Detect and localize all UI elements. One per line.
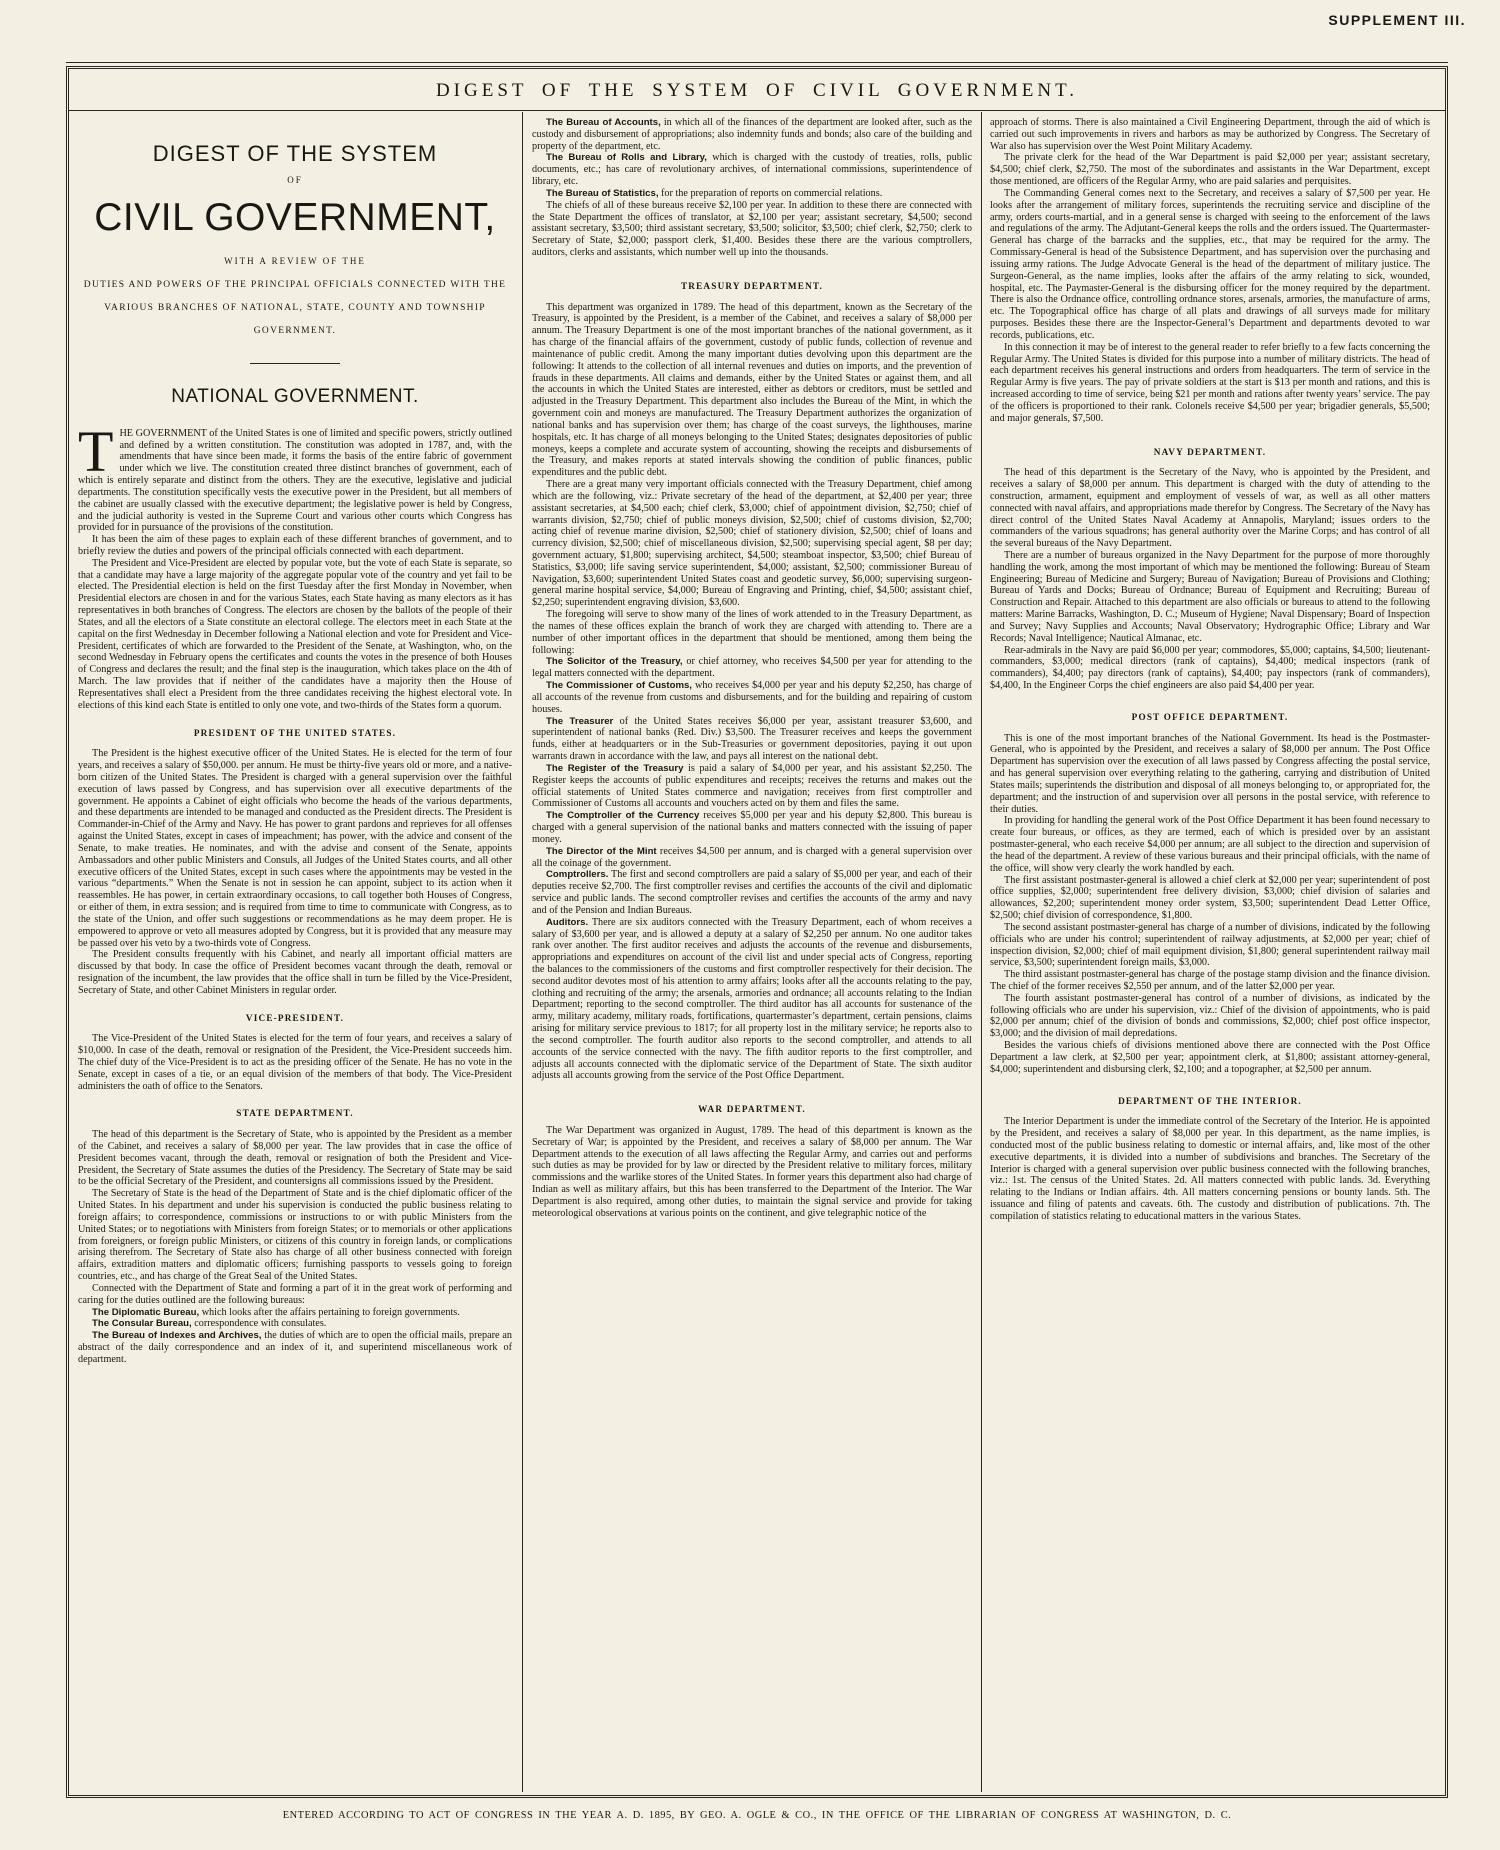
page-banner: DIGEST OF THE SYSTEM OF CIVIL GOVERNMENT. [435,80,1079,101]
column-divider-1 [522,112,523,1792]
title-line-2: OF [287,174,303,185]
paragraph: approach of storms. There is also maintained a Civil Engineering Department, through the aid of which is carried out such improvements in rivers and harbors as may be authorized by Congress. The Secretary of War also has supervision over the West Point Military Academy. [990,117,1430,152]
paragraph: Auditors. There are six auditors connected with the Treasury Department, each of whom receives a salary of $3,600 per year, and is allowed a deputy at a salary of $2,250 per annum. No one auditor takes rank over another. The first auditor receives and adjusts the accounts of the revenue and disbursements, appropriations and expenditures on account of the civil list and under special acts of Congress, reporting the balances to the commissioners of the customs and first comptroller respectively for their decision. The second auditor devotes most of his attention to army affairs; looks after all the accounts relating to the pay, clothing and recruiting of the army; the arsenals, armories and ordnance; all accounts relating to the Indian Department; reporting to the second comptroller. The third auditor has all accounts for sustenance of the army, military academy, military roads, fortifications, quartermaster’s department, certain pensions, claims arising for military service previous to 1817; for all property lost in the military service; he reports also to the second comptroller. The fourth auditor also reports to the second comptroller, and attends to all accounts of the service connected with the navy. The fifth auditor reports to the first comptroller, and adjusts all accounts connected with the diplomatic service of the Department of State. The sixth auditor adjusts all accounts growing from the service of the Post Office Department. [532,916,972,1082]
column-1 [78,117,512,1787]
paragraph: The Consular Bureau, correspondence with consulates. [92,1318,327,1330]
paragraph: The Bureau of Indexes and Archives, the duties of which are to open the official mails, prepare an abstract of the daily correspondence and an index of it, and superintend miscellaneous work of department. [78,1330,512,1365]
section-title-national: NATIONAL GOVERNMENT. [171,385,419,407]
paragraph: The chiefs of all of these bureaus receive $2,100 per year. In addition to these there are connected with the State Department the offices of translator, at $2,100 per year; assistant secretary, $4,500; second assistant secretary, $3,500; third assistant secretary, $3,500; solicitor, $3,500; chief clerk, $2,750; clerk to Secretary of State, $2,000; passport clerk, $1,400. Besides these there are the various comptrollers, auditors, clerks and assistants, which number well up into the thousands. [532,199,972,259]
paragraph: The Treasurer of the United States receives $6,000 per year, assistant treasurer $3,600, and superintendent of national banks (Red. Div.) $3,500. The Treasurer receives and keeps the government funds, either at headquarters or in the Sub-Treasuries or government depositories, paying it out upon warrants drawn in accordance with the law, and pays all interest on the national debt. [532,715,972,763]
column-2 [532,117,972,1787]
paragraph: The second assistant postmaster-general has charge of a number of divisions, indicated by the following officials who are under his control; superintendent of railway adjustments, at $2,000 per year; chief of inspection division, $2,000; chief of mail equipment division, $1,800; general superintendent railway mail service, $3,500; superintendent foreign mails, $3,000. [990,921,1430,969]
paragraph: In providing for handling the general work of the Post Office Department it has been found necessary to create four bureaus, or offices, as they are termed, each of which is presided over by an assistant postmaster-general, who each receive $4,000 per annum; are all subject to the direction and supervision of the head of the department. A review of these various bureaus and their principal officials, with the name of the office, will show very clearly the work handled by each. [990,815,1430,874]
paragraph: In this connection it may be of interest to the general reader to refer briefly to a few facts concerning the Regular Army. The United States is divided for this purpose into a number of military districts. The head of each department receives his general instructions and orders from headquarters. The term of service in the Regular Army is five years. The pay of private soldiers at the start is $13 per month and rations, and this is increased according to time of service, being $21 per month and rations after twenty years’ service. The pay of the officers is proportioned to their rank. Colonels receive $4,500 per year; brigadier generals, $5,500; and major generals, $7,500. [990,341,1430,424]
paragraph: The third assistant postmaster-general has charge of the postage stamp division and the finance division. The chief of the former receives $2,550 per annum, and of the latter $2,000 per year. [990,969,1430,992]
paragraph: The Bureau of Accounts, in which all of the finances of the department are looked after, such as the custody and disbursement of appropriations; also indemnity funds and bonds; also care of the building and property of the department, etc. [532,117,972,152]
paragraph: The Diplomatic Bureau, which looks after the affairs pertaining to foreign governments. [92,1306,460,1318]
heading-president: PRESIDENT OF THE UNITED STATES. [193,727,397,738]
paragraph: This is one of the most important branches of the National Government. Its head is the Postmaster-General, who is appointed by the President, and receives a salary of $8,000 per annum. The Post Office Department has supervision over the execution of all laws passed by Congress affecting the postal service, and has general supervision over everything relating to the gathering, carrying and distribution of United States mails; superintends the distribution and disposal of all moneys belonging to, or appropriated for, the department; and the instruction of and supervision over all persons in the postal service, with reference to their duties. [990,732,1430,815]
paragraph: The President is the highest executive officer of the United States. He is elected for the term of four years, and receives a salary of $50,000. per annum. He must be thirty-five years old or more, and a native-born citizen of the United States. The President is charged with a general supervision over the faithful execution of laws passed by Congress, and has supervision over all executive departments of the government. He appoints a Cabinet of eight officials who become the heads of the various departments, and these departments are intended to be managed and conducted as the President directs. The President is Commander-in-Chief of the Army and Navy. He has power to grant pardons and reprieves for all offenses against the United States, except in cases of impeachment; has power, with the advice and consent of the Senate, to make treaties. He nominates, and with the advise and consent of the Senate, appoints Ambassadors and other public Ministers and Consuls, all Judges of the United States courts, and all other executive officers of the United States, except in such cases where the appointments may be vested in the various “departments.” When the Senate is not in session he can appoint, subject to its action when it reassembles. He has power, in certain extraordinary occasions, to call together both Houses of Congress, or either of them, in extra session; and is required from time to time to communicate with Congress, as to the state of the Union, and offer such suggestions or recommendations as he may deem proper. He is empowered to approve or veto all measures adopted by Congress, but it is provided that any measure may be passed over his veto by a two-thirds vote of Congress. [78,748,512,949]
paragraph: The Bureau of Statistics, for the preparation of reports on commercial relations. [546,187,883,199]
paragraph: Connected with the Department of State and forming a part of it in the great work of performing and caring for the duties outlined are the following bureaus: [78,1282,512,1306]
heading-war: WAR DEPARTMENT. [698,1104,806,1115]
heading-navy: NAVY DEPARTMENT. [1153,446,1267,457]
column-3 [990,117,1430,1787]
paragraph: The Interior Department is under the immediate control of the Secretary of the Interior. He is appointed by the President, and receives a salary of $8,000 per year. In this department, as the name implies, is conducted most of the public business relating to domestic or internal affairs, and, like most of the other executive departments, it is divided into a number of subdivisions and branches. The Secretary of the Interior is charged with a general supervision over public business connected with the following branches, viz.: 1st. The census of the United States. 2d. All matters connected with public lands. 3d. Everything relating to the Indians or Indian affairs. 4th. All matters concerning pensions or bounty lands. 5th. The issuance and filing of patents and caveats. 6th. The custody and distribution of publications. 7th. The compilation of statistics relating to educational matters in the various States. [990,1116,1430,1222]
paragraph: The Secretary of State is the head of the Department of State and is the chief diplomatic officer of the United States. In his department and under his supervision is conducted the public business relating to foreign affairs; to correspondence, commissions or instructions to or with public Ministers from the United States; or to negotiations with Ministers from foreign States; or to memorials or other applications from foreigners, or foreign public Ministers, or citizens of this country in foreign lands, or complications arising therefrom. The Secretary of State also has charge of all other business connected with foreign affairs, extradition matters and diplomatic officers; furnishing passports to vessels going to foreign countries, etc., and has charge of the Great Seal of the United States. [78,1188,512,1283]
paragraph: Rear-admirals in the Navy are paid $6,000 per year; commodores, $5,000; captains, $4,500; lieutenant-commanders, $3,000; medical directors (rank of captains), $4,400; medical inspectors (rank of commanders), $4,400; pay directors (rank of captains), $4,400; pay inspectors (rank of commanders), $4,400, In the Engineer Corps the chief engineers are also paid $4,400 per year. [990,644,1430,692]
heading-treasury: TREASURY DEPARTMENT. [680,280,824,291]
paragraph: THE GOVERNMENT of the United States is one of limited and specific powers, strictly outlined and defined by a written constitution. The constitution was adopted in 1787, and, with the amendments that have since been made, it forms the basis of the entire fabric of government under which we live. The constitution created three distinct branches of government, each of which is entirely separate and distinct from the others. They are the executive, legislative and judicial departments. The constitution specifically vests the executive power in the President, but all members of the cabinet are usually classed with the executive department; the legislative power is held by Congress, and the judicial authority is vested in the Supreme Court and various other courts which Congress has provided for in pursuance of the provisions of the constitution. [78,418,512,534]
paragraph: The Comptroller of the Currency receives $5,000 per year and his deputy $2,800. This bureau is charged with a general supervision of the national banks and matters connected with the issuing of paper money. [532,810,972,845]
heading-post-office: POST OFFICE DEPARTMENT. [1131,711,1289,722]
column-divider-2 [981,112,982,1792]
supplement-label: SUPPLEMENT III. [1328,12,1466,28]
top-rule [66,62,1448,63]
paragraph: The President consults frequently with his Cabinet, and nearly all important official matters are discussed by that body. In case the office of President becomes vacant through the death, removal or resignation of the incumbent, the law provides that the office shall in turn be filled by the Vice-President, Secretary of State, and other Cabinet Ministers in regular order. [78,949,512,996]
heading-interior: DEPARTMENT OF THE INTERIOR. [1118,1095,1302,1106]
paragraph: The head of this department is the Secretary of State, who is appointed by the President as a member of the Cabinet, and receives a salary of $8,000 per year. The law provides that in case the office of President becomes vacant, through the death, removal or resignation of both the President and Vice-President, the Secretary of State assumes the duties of the Presidency. The Secretary of State may be said to be the official Secretary of the President, and countersigns all commissions issued by the President. [78,1129,512,1188]
paragraph: The Director of the Mint receives $4,500 per annum, and is charged with a general supervision over all the coinage of the government. [532,845,972,869]
paragraph: The foregoing will serve to show many of the lines of work attended to in the Treasury Department, as the names of these offices explain the branch of work they are charged with attending to. There are a number of other important offices in the department that should be mentioned, among them being the following: [532,609,972,656]
copyright-footer: ENTERED ACCORDING TO ACT OF CONGRESS IN THE YEAR A. D. 1895, BY GEO. A. OGLE & CO., IN THE OFFICE OF THE LIBRARIAN OF CONGRESS AT WASHINGTON, D. C. [282,1810,1232,1821]
paragraph: Besides the various chiefs of divisions mentioned above there are connected with the Post Office Department a law clerk, at $2,500 per year; appointment clerk, at $1,800; assistant attorney-general, $4,000; superintendent and disbursing clerk, $2,100; and a topographer, at $2,500 per annum. [990,1040,1430,1075]
title-line-4: WITH A REVIEW OF THE [224,255,366,266]
paragraph: The President and Vice-President are elected by popular vote, but the vote of each State is separate, so that a candidate may have a large majority of the aggregate popular vote of the country and yet fail to be elected. The Presidential election is held on the first Tuesday after the first Monday in November, when Presidential electors are chosen in and for the various States, each State having as many electors as it has representatives in both branches of Congress. The electors are chosen by the ballots of the people of their States, and all the electors of a State constitute an electoral college. The electors meet in each State at the capital on the first Wednesday in December following a National election and vote for President and Vice-President, certificates of which are forwarded to the President of the Senate, at Washington, who, on the second Wednesday in February opens the certificates and counts the votes in the presence of both Houses of Congress and declares the result; and the final step is the inauguration, which takes place on the 4th of March. The law provides that if neither of the candidates have a majority then the House of Representatives shall elect a President from the three candidates receiving the highest electoral vote. In elections of this kind each State is entitled to only one vote, and two-thirds of the States form a quorum. [78,557,512,711]
paragraph: The Commanding General comes next to the Secretary, and receives a salary of $7,500 per year. He looks after the arrangement of military forces, superintends the recruiting service and discipline of the army, orders courts-martial, and in a general sense is charged with seeing to the enforcement of the laws and regulations of the army. The Adjutant-General keeps the rolls and the orders issued. The Quartermaster-General has charge of the barracks and the supplies, etc., that may be required for the army. The Commissary-General is head of the Subsistence Department, and has supervision over the purchasing and issuing army rations. The Judge Advocate General is the head of the department of military justice. The Surgeon-General, as the name implies, looks after the affairs of the army relating to sick, wounded, hospital, etc. The Paymaster-General is the disbursing officer for the money required by the department. There is also the Ordnance office, controlling ordnance stores, arsenals, armories, the manufacture of arms, etc. The Topographical office has charge of all plats and drawings of all surveys made for military purposes. Besides these there are the Inspector-General’s Department and departments devoted to war records, publications, etc. [990,187,1430,341]
paragraph: The Vice-President of the United States is elected for the term of four years, and receives a salary of $10,000. In case of the death, removal or resignation of the President, the Vice-President succeeds him. The chief duty of the Vice-President is to act as the presiding officer of the Senate. He has no vote in the Senate, except in cases of a tie, or an equal division of the members of that body. The Vice-President administers the oath of office to the Senators. [78,1033,512,1092]
heading-vice-president: VICE-PRESIDENT. [245,1012,345,1023]
paragraph: The private clerk for the head of the War Department is paid $2,000 per year; assistant secretary, $4,500; chief clerk, $2,750. The most of the subordinates and assistants in the War Department, except those mentioned, are officers of the Regular Army, who are paid salaries and perquisites. [990,152,1430,188]
paragraph: This department was organized in 1789. The head of this department, known as the Secretary of the Treasury, is appointed by the President, is a member of the Cabinet, and receives a salary of $8,000 per annum. The Treasury Department is one of the most important branches of the national government, as it has charge of the financial affairs of the government, custody of public funds, collection of revenue and maintenance of public credit. Among the many important duties devolving upon this department are the following: It attends to the collection of all internal revenues and duties on imports, and the prevention of frauds in these departments. All claims and demands, either by the United States or against them, and all the accounts in which the United States are interested, either as debtors or creditors, must be settled and adjusted in the Treasury Department. This department also includes the Bureau of the Mint, in which the government coin and moneys are manufactured. The Treasury Department authorizes the organization of national banks and has supervision over them; has charge of the coast surveys, the lighthouses, marine hospitals, etc. It has charge of all moneys belonging to the United States; designates depositories of public moneys, keeps a complete and accurate system of accounting, showing the receipts and disbursements of the Treasury, and makes reports at stated intervals showing the condition of public finances, public expenditures and the public debt. [532,301,972,479]
drop-cap: T [78,418,114,484]
paragraph: It has been the aim of these pages to explain each of these different branches of government, and to briefly review the duties and powers of the principal officials connected with each department. [78,534,512,557]
paragraph: The fourth assistant postmaster-general has control of a number of divisions, as indicated by the following officials who are under his supervision, viz.: Chief of the division of appointments, who is paid $2,000 per annum; chief of the division of bonds and commissions, $2,000; chief post office inspector, $3,000; and the division of mail depredations. [990,992,1430,1040]
main-title: CIVIL GOVERNMENT, [94,195,496,239]
banner-rule [69,110,1445,111]
paragraph: The Solicitor of the Treasury, or chief attorney, who receives $4,500 per year for attending to the legal matters connected with the department. [532,656,972,680]
title-line-1: DIGEST OF THE SYSTEM [152,141,438,166]
paragraph: The Commissioner of Customs, who receives $4,000 per year and his deputy $2,250, has charge of all accounts of the revenue from customs and disbursements, and for the building and repairing of custom houses. [532,680,972,715]
paragraph: The War Department was organized in August, 1789. The head of this department is known as the Secretary of War; is appointed by the President, and receives a salary of $8,000 per annum. The War Department attends to the execution of all laws affecting the Regular Army, and carries out and performs such duties as may be provided for by law or directed by the President relative to military forces, military commissions and the warlike stores of the United States. In former years this department also had charge of Indian as well as military affairs, but this has been transferred to the Department of the Interior. The War Department is also required, among other duties, to maintain the signal service and provide for taking meteorological observations at various points on the continent, and give telegraphic notice of the [532,1124,972,1219]
paragraph: Comptrollers. The first and second comptrollers are paid a salary of $5,000 per year, and each of their deputies receive $2,700. The first comptroller revises and certifies the accounts of the civil and diplomatic service and public lands. The second comptroller revises and certifies the accounts of the army and navy and of the Pension and Indian Bureaus. [532,869,972,916]
paragraph: There are a number of bureaus organized in the Navy Department for the purpose of more thoroughly handling the work, among the most important of which may be mentioned the following: Bureau of Steam Engineering; Bureau of Medicine and Surgery; Bureau of Navigation; Bureau of Provisions and Clothing; Bureau of Yards and Docks; Bureau of Ordnance; Bureau of Equipment and Recruiting; Bureau of Construction and Repair. Attached to this department are also officials or bureaus to attend to the following matters: Marine Barracks, Washington, D. C.; Museum of Hygiene; Naval Dispensary; Board of Inspection and Survey; Navy Supplies and Accounts; Naval Observatory; Hydrographic Office; Library and War Records; Naval Intelligence; Nautical Almanac, etc. [990,550,1430,644]
paragraph: The head of this department is the Secretary of the Navy, who is appointed by the President, and receives a salary of $8,000 per annum. This department is charged with the duty of attending to the construction, armament, equipment and employment of vessels of war, as well as all other matters connected with naval affairs, and appropriations made therefor by Congress. The Secretary of the Navy has direct control of the United States Naval Academy at Annapolis, Maryland; issues orders to the commanders of the various squadrons; has general authority over the Marine Corps; and has control of all the several bureaus of the Navy Department. [990,467,1430,550]
title-rule [250,363,340,364]
paragraph: The first assistant postmaster-general is allowed a chief clerk at $2,000 per year; superintendent of post office supplies, $2,000; superintendent free delivery division, $3,000; chief division of salaries and allowances, $2,200; superintendent money order system, $3,500; superintendent Dead Letter Office, $2,500; chief division of correspondence, $1,800. [990,874,1430,922]
paragraph: There are a great many very important officials connected with the Treasury Department, chief among which are the following, viz.: Private secretary of the head of the department, at $2,400 per year; three assistant secretaries, at $4,500 each; chief clerk, $3,000; chief of appointment division, $2,750; chief of warrants division, $2,750; chief of public moneys division, $2,500; chief of customs division, $2,700; acting chief of revenue marine division, $2,500; chief of stationery division, $2,500; chief of loans and currency division, $2,500; chief of miscellaneous division, $2,500; supervising special agent, $8 per day; government actuary, $1,800; supervising architect, $4,500; steamboat inspector, $3,500; chief Bureau of Statistics, $3,000; life saving service superintendent, $4,000; assistant, $2,500; commissioner Bureau of Navigation, $3,600; superintendent United States coast and geodetic survey, $6,000; supervising surgeon-general marine hospital service, $4,000; Bureau of Engraving and Printing, chief, $4,500; assistant chief, $2,250; superintendent engraving division, $3,600. [532,479,972,609]
paragraph: The Bureau of Rolls and Library, which is charged with the custody of treaties, rolls, public documents, etc.; has care of revolutionary archives, of international commissions, superintendence of library, etc. [532,152,972,188]
paragraph: The Register of the Treasury is paid a salary of $4,000 per year, and his assistant $2,250. The Register keeps the accounts of public expenditures and receipts; receives the returns and makes out the official statements of United States commerce and navigation; receives from first comptroller and Commissioner of Customs all accounts and vouchers acted on by them and files the same. [532,762,972,810]
title-subtitle: DUTIES AND POWERS OF THE PRINCIPAL OFFICIALS CONNECTED WITH THE VARIOUS BRANCHES OF NATIONAL, STATE, COUNTY AND TOWNSHIP GOVERNMENT. [83,280,507,336]
heading-state-department: STATE DEPARTMENT. [236,1108,354,1119]
